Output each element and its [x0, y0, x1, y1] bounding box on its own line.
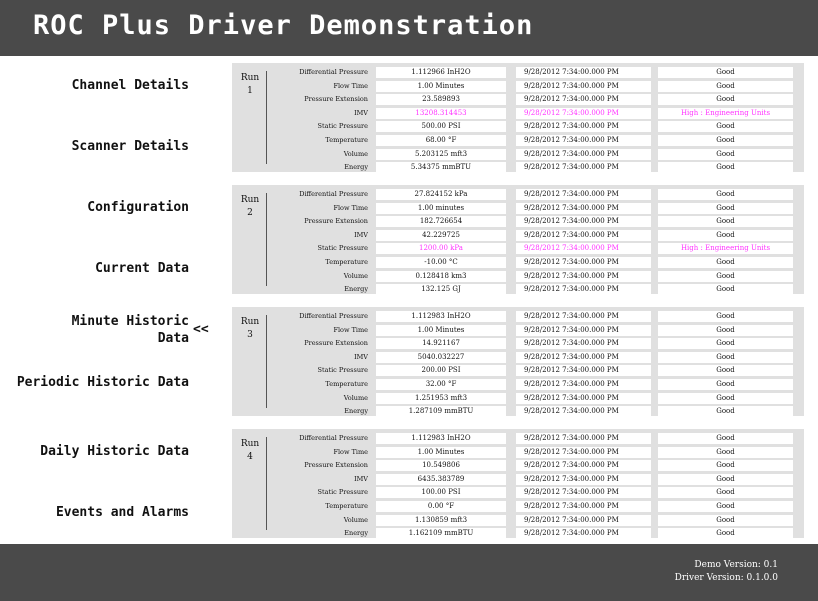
row-value: 1.00 Minutes	[376, 81, 506, 92]
row-value: 5040.032227	[376, 352, 506, 363]
row-label: Flow Time	[333, 447, 368, 456]
row-value: 182.726654	[376, 216, 506, 227]
row-timestamp: 9/28/2012 7:34:00.000 PM	[516, 325, 651, 336]
nav-daily-historic-data[interactable]: Daily Historic Data	[40, 444, 189, 459]
row-timestamp: 9/28/2012 7:34:00.000 PM	[516, 81, 651, 92]
row-quality: Good	[658, 94, 793, 105]
row-timestamp: 9/28/2012 7:34:00.000 PM	[516, 487, 651, 498]
row-quality: Good	[658, 515, 793, 526]
row-quality: Good	[658, 121, 793, 132]
row-timestamp: 9/28/2012 7:34:00.000 PM	[516, 447, 651, 458]
row-quality: Good	[658, 189, 793, 200]
row-label: Flow Time	[333, 81, 368, 90]
row-label: Energy	[344, 285, 368, 294]
row-quality: Good	[658, 406, 793, 417]
row-label: Static Pressure	[317, 488, 368, 497]
row-label: Differential Pressure	[299, 434, 368, 442]
run-panel	[232, 307, 804, 416]
row-label: Temperature	[325, 258, 368, 266]
row-label: IMV	[354, 474, 368, 483]
row-quality: Good	[658, 311, 793, 322]
selected-marker: <<	[193, 322, 209, 337]
nav-scanner-details[interactable]: Scanner Details	[71, 139, 189, 154]
row-value: 1.00 Minutes	[376, 447, 506, 458]
driver-version: Driver Version: 0.1.0.0	[674, 573, 778, 583]
row-label: Pressure Extension	[304, 339, 368, 348]
row-quality: Good	[658, 135, 793, 146]
row-quality: High : Engineering Units	[658, 108, 793, 119]
run-label-text: Run	[240, 317, 260, 327]
row-timestamp: 9/28/2012 7:34:00.000 PM	[516, 311, 651, 322]
run-label	[239, 72, 261, 98]
row-quality: Good	[658, 501, 793, 512]
row-value: 0.128418 km3	[376, 271, 506, 282]
row-quality: Good	[658, 325, 793, 336]
nav-current-data[interactable]: Current Data	[95, 261, 189, 276]
row-timestamp: 9/28/2012 7:34:00.000 PM	[516, 528, 651, 539]
row-value: 13208.314453	[376, 108, 506, 119]
row-quality: Good	[658, 216, 793, 227]
row-timestamp: 9/28/2012 7:34:00.000 PM	[516, 365, 651, 376]
row-value: 1.00 minutes	[376, 203, 506, 214]
row-value: 1.00 Minutes	[376, 325, 506, 336]
row-timestamp: 9/28/2012 7:34:00.000 PM	[516, 284, 651, 295]
row-quality: Good	[658, 487, 793, 498]
row-timestamp: 9/28/2012 7:34:00.000 PM	[516, 162, 651, 173]
row-label: IMV	[354, 108, 368, 117]
row-value: 5.203125 mft3	[376, 149, 506, 160]
row-timestamp: 9/28/2012 7:34:00.000 PM	[516, 393, 651, 404]
row-value: 1.112966 InH2O	[376, 67, 506, 78]
row-quality: Good	[658, 67, 793, 78]
demo-version: Demo Version: 0.1	[694, 560, 778, 570]
row-label: Volume	[343, 149, 368, 158]
row-timestamp: 9/28/2012 7:34:00.000 PM	[516, 230, 651, 241]
row-timestamp: 9/28/2012 7:34:00.000 PM	[516, 515, 651, 526]
row-quality: Good	[658, 379, 793, 390]
row-value: 27.824152 kPa	[376, 189, 506, 200]
row-label: Pressure Extension	[304, 95, 368, 104]
row-quality: Good	[658, 162, 793, 173]
row-label: IMV	[354, 230, 368, 239]
row-quality: Good	[658, 460, 793, 471]
row-label: Energy	[344, 407, 368, 416]
row-label: Differential Pressure	[299, 312, 368, 320]
run-number: 2	[247, 208, 253, 218]
row-timestamp: 9/28/2012 7:34:00.000 PM	[516, 474, 651, 485]
row-value: 100.00 PSI	[376, 487, 506, 498]
run-label-text: Run	[240, 73, 260, 83]
row-label: Differential Pressure	[299, 190, 368, 198]
row-value: 68.00 °F	[376, 135, 506, 146]
row-label: Volume	[343, 393, 368, 402]
row-value: 10.549806	[376, 460, 506, 471]
row-value: 132.125 GJ	[376, 284, 506, 295]
row-quality: Good	[658, 81, 793, 92]
row-value: 6435.383789	[376, 474, 506, 485]
run-label	[239, 316, 261, 342]
row-timestamp: 9/28/2012 7:34:00.000 PM	[516, 135, 651, 146]
row-timestamp: 9/28/2012 7:34:00.000 PM	[516, 189, 651, 200]
run-divider	[266, 193, 267, 286]
row-quality: Good	[658, 528, 793, 539]
run-divider	[266, 315, 267, 408]
row-quality: Good	[658, 365, 793, 376]
footer-bar	[0, 544, 818, 601]
row-timestamp: 9/28/2012 7:34:00.000 PM	[516, 433, 651, 444]
row-label: Static Pressure	[317, 366, 368, 375]
row-value: 1.251953 mft3	[376, 393, 506, 404]
row-label: Temperature	[325, 136, 368, 144]
row-quality: Good	[658, 352, 793, 363]
row-value: 1.287109 mmBTU	[376, 406, 506, 417]
row-label: Energy	[344, 163, 368, 172]
row-quality: Good	[658, 433, 793, 444]
run-divider	[266, 71, 267, 164]
run-number: 3	[247, 330, 253, 340]
run-label-text: Run	[240, 195, 260, 205]
run-number: 1	[247, 86, 253, 96]
page-title: ROC Plus Driver Demonstration	[33, 10, 534, 41]
run-number: 4	[247, 452, 253, 462]
row-timestamp: 9/28/2012 7:34:00.000 PM	[516, 271, 651, 282]
run-label	[239, 194, 261, 220]
header-bar	[0, 0, 818, 56]
row-value: 23.589893	[376, 94, 506, 105]
row-timestamp: 9/28/2012 7:34:00.000 PM	[516, 257, 651, 268]
nav-configuration[interactable]: Configuration	[87, 200, 189, 215]
row-value: 1200.00 kPa	[376, 243, 506, 254]
row-value: 500.00 PSI	[376, 121, 506, 132]
nav-minute-historic-data[interactable]: Minute Historic Data	[71, 314, 189, 346]
row-timestamp: 9/28/2012 7:34:00.000 PM	[516, 352, 651, 363]
row-timestamp: 9/28/2012 7:34:00.000 PM	[516, 67, 651, 78]
run-label	[239, 438, 261, 464]
row-quality: Good	[658, 203, 793, 214]
row-timestamp: 9/28/2012 7:34:00.000 PM	[516, 338, 651, 349]
row-quality: Good	[658, 257, 793, 268]
row-label: Static Pressure	[317, 244, 368, 253]
row-timestamp: 9/28/2012 7:34:00.000 PM	[516, 406, 651, 417]
row-quality: Good	[658, 284, 793, 295]
row-timestamp: 9/28/2012 7:34:00.000 PM	[516, 460, 651, 471]
row-label: Temperature	[325, 502, 368, 510]
row-timestamp: 9/28/2012 7:34:00.000 PM	[516, 203, 651, 214]
row-quality: Good	[658, 447, 793, 458]
run-panel	[232, 63, 804, 172]
row-timestamp: 9/28/2012 7:34:00.000 PM	[516, 243, 651, 254]
run-panel	[232, 185, 804, 294]
nav-channel-details[interactable]: Channel Details	[71, 78, 189, 93]
row-value: 1.162109 mmBTU	[376, 528, 506, 539]
row-value: 1.112983 InH2O	[376, 433, 506, 444]
row-label: Flow Time	[333, 325, 368, 334]
row-value: 32.00 °F	[376, 379, 506, 390]
row-quality: Good	[658, 149, 793, 160]
row-timestamp: 9/28/2012 7:34:00.000 PM	[516, 108, 651, 119]
row-quality: Good	[658, 271, 793, 282]
row-value: 5.34375 mmBTU	[376, 162, 506, 173]
row-label: Pressure Extension	[304, 217, 368, 226]
row-timestamp: 9/28/2012 7:34:00.000 PM	[516, 501, 651, 512]
row-quality: Good	[658, 474, 793, 485]
row-label: Flow Time	[333, 203, 368, 212]
row-label: Energy	[344, 529, 368, 538]
run-divider	[266, 437, 267, 530]
row-timestamp: 9/28/2012 7:34:00.000 PM	[516, 94, 651, 105]
row-quality: Good	[658, 230, 793, 241]
row-value: 42.229725	[376, 230, 506, 241]
row-value: 0.00 °F	[376, 501, 506, 512]
row-label: Differential Pressure	[299, 68, 368, 76]
row-label: Temperature	[325, 380, 368, 388]
row-timestamp: 9/28/2012 7:34:00.000 PM	[516, 149, 651, 160]
row-label: Volume	[343, 515, 368, 524]
row-quality: Good	[658, 338, 793, 349]
row-timestamp: 9/28/2012 7:34:00.000 PM	[516, 216, 651, 227]
nav-periodic-historic-data[interactable]: Periodic Historic Data	[16, 375, 189, 390]
row-timestamp: 9/28/2012 7:34:00.000 PM	[516, 379, 651, 390]
row-quality: Good	[658, 393, 793, 404]
row-value: 14.921167	[376, 338, 506, 349]
row-timestamp: 9/28/2012 7:34:00.000 PM	[516, 121, 651, 132]
row-value: 200.00 PSI	[376, 365, 506, 376]
row-value: 1.112983 InH2O	[376, 311, 506, 322]
row-label: Volume	[343, 271, 368, 280]
run-panel	[232, 429, 804, 538]
row-value: 1.130859 mft3	[376, 515, 506, 526]
row-quality: High : Engineering Units	[658, 243, 793, 254]
run-label-text: Run	[240, 439, 260, 449]
row-value: -10.00 °C	[376, 257, 506, 268]
row-label: IMV	[354, 352, 368, 361]
row-label: Static Pressure	[317, 122, 368, 131]
row-label: Pressure Extension	[304, 461, 368, 470]
nav-events-and-alarms[interactable]: Events and Alarms	[55, 505, 189, 520]
